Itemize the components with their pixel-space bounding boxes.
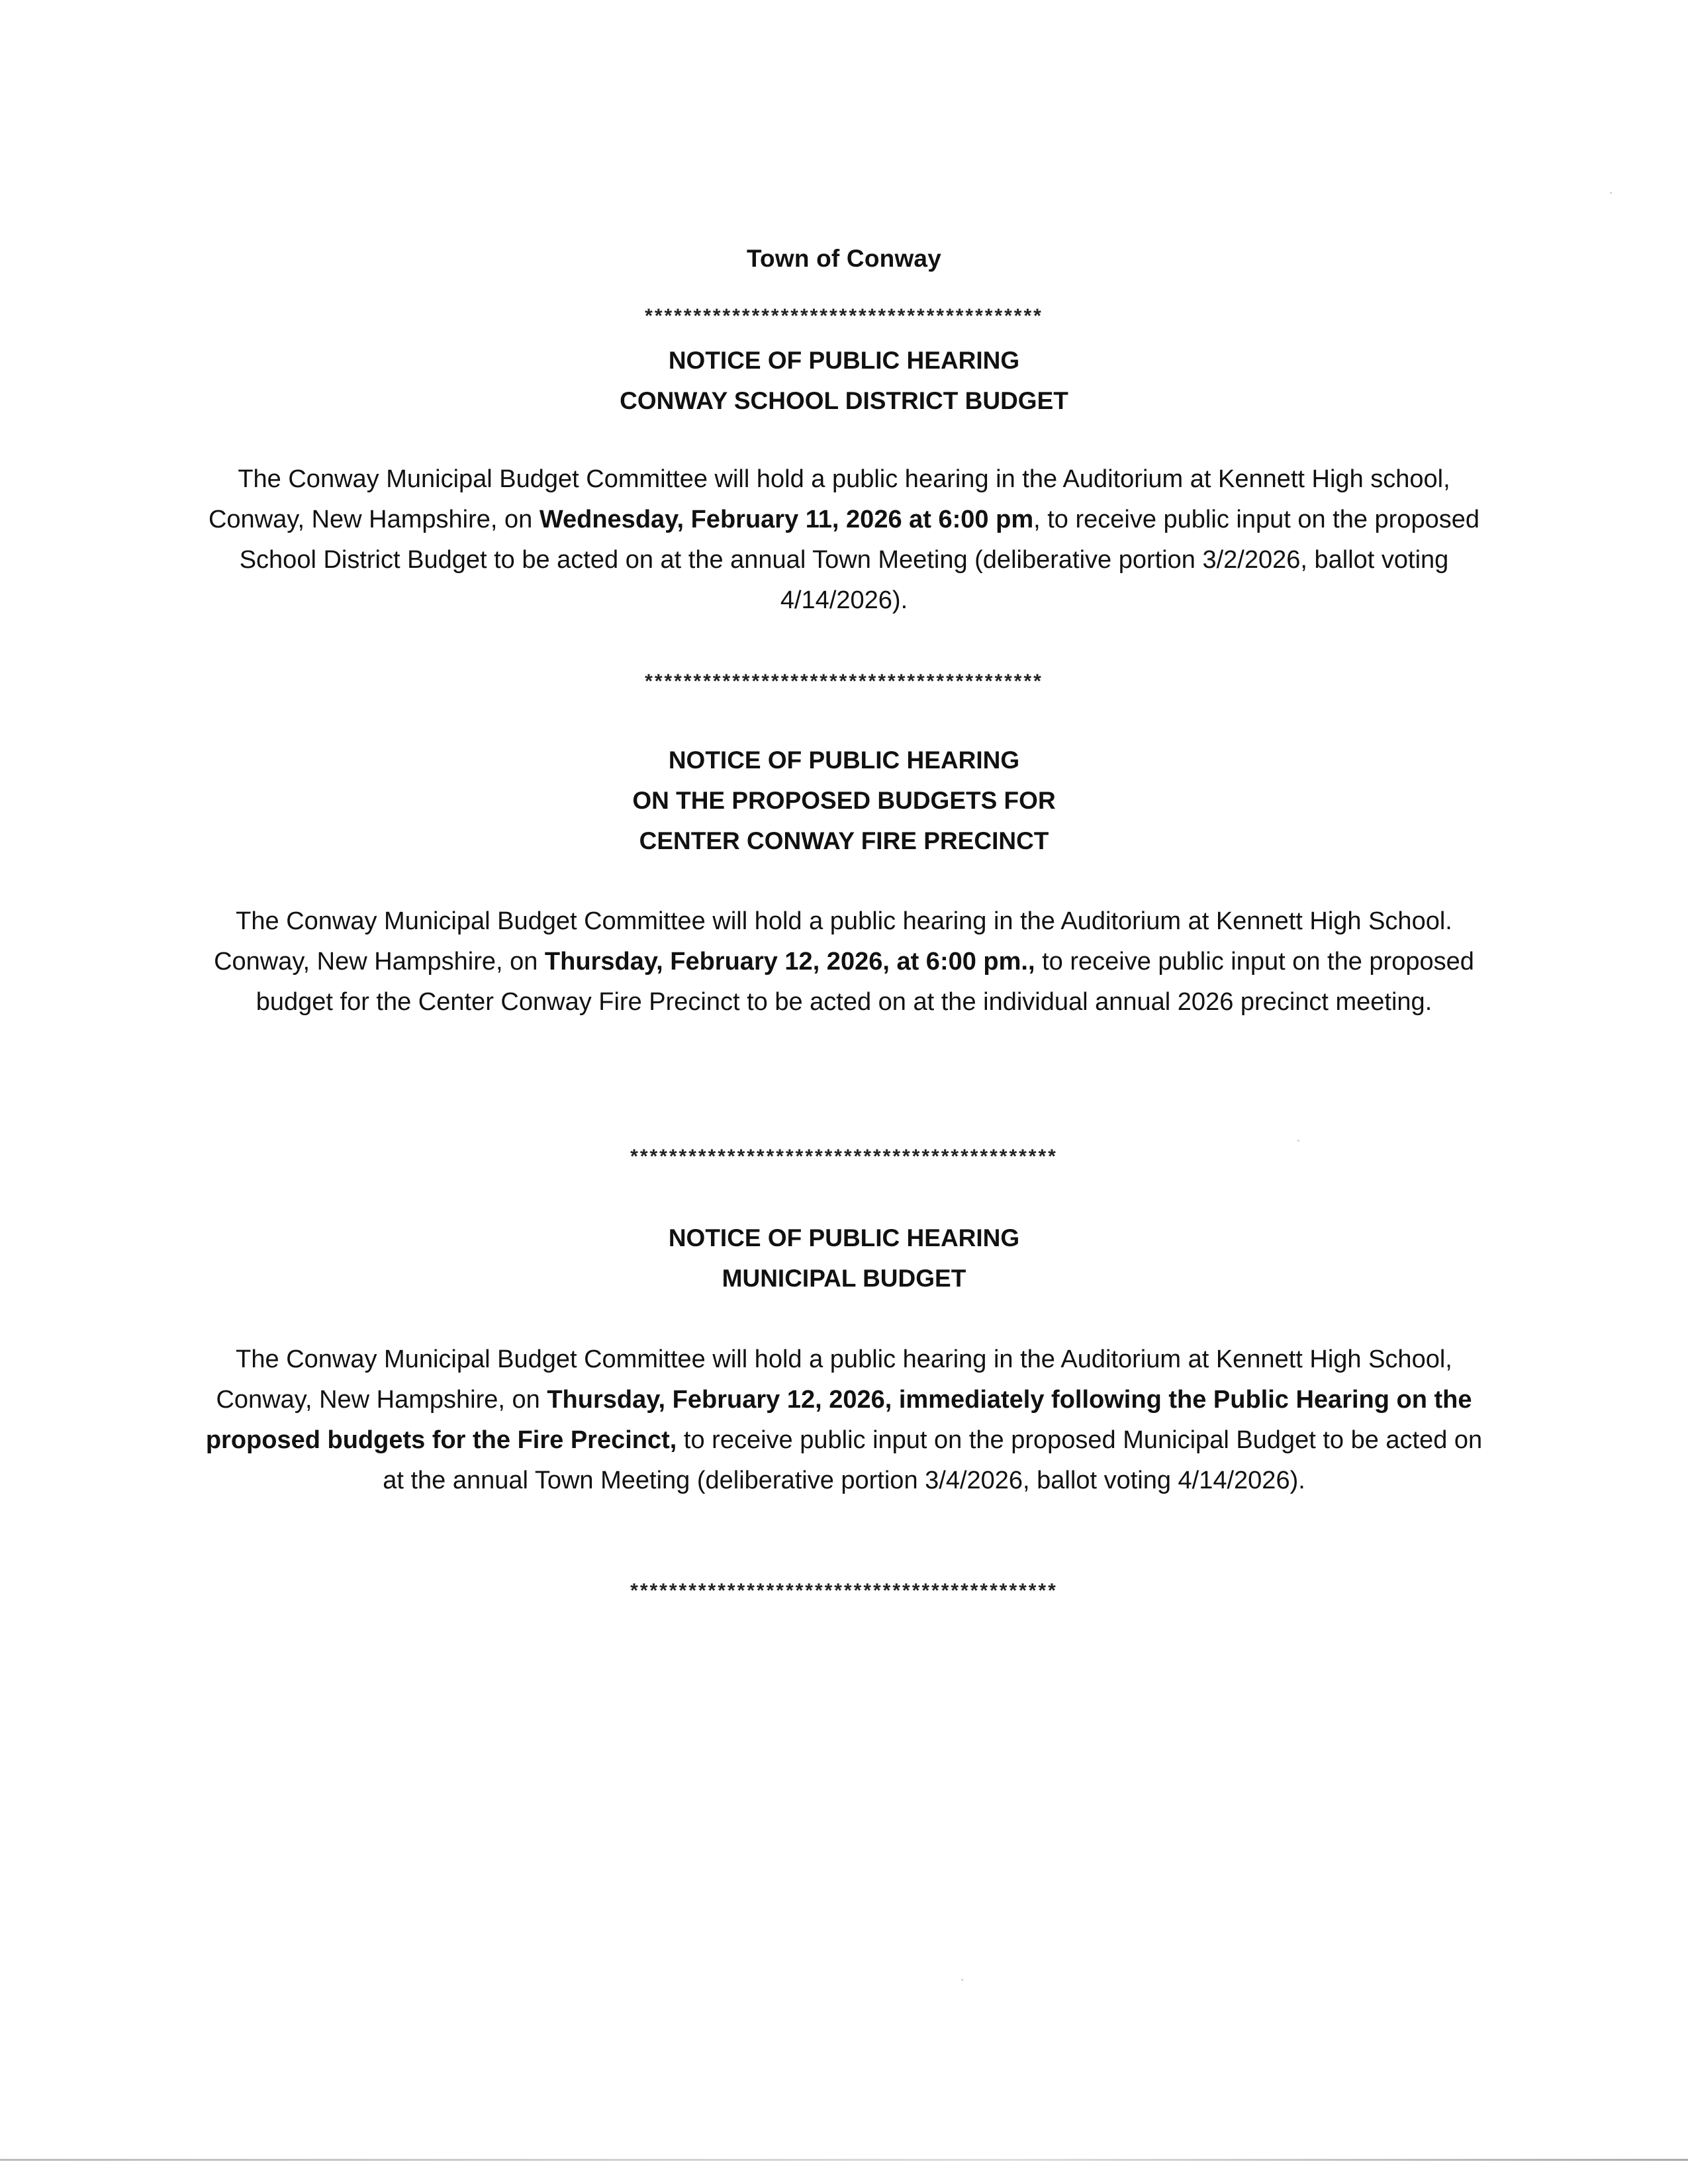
section-1-heading-line-2: CONWAY SCHOOL DISTRICT BUDGET [620, 387, 1068, 414]
section-3-heading-line-1: NOTICE OF PUBLIC HEARING [668, 1224, 1020, 1251]
section-1-body-text: The Conway Municipal Budget Committee will hold a public hearing in the Auditorium at Kennett High school, Conway, New Hampshire, on [208, 465, 1450, 533]
scan-speck [1610, 192, 1612, 194]
section-1-body [199, 459, 1489, 621]
section-3-body [199, 1340, 1489, 1501]
divider-2: ***************************************** [645, 670, 1043, 692]
section-2-body-text-end: to receive public input on the proposed budget for the Center Conway Fire Precinct to be acted on at the individual annual 2026 precinct meeting. [256, 948, 1474, 1016]
section-3-body-text-end: to receive public input on the proposed Municipal Budget to be acted on at the annual Town Meeting (deliberative portion 3/4/2026, ballot voting 4/14/2026). [383, 1426, 1483, 1494]
section-2-heading-line-2: ON THE PROPOSED BUDGETS FOR [632, 787, 1056, 814]
section-2-body-text: The Conway Municipal Budget Committee will hold a public hearing in the Auditorium at Kennett High School. Conway, New Hampshire, on [214, 907, 1452, 976]
section-3-body-date: Thursday, February 12, 2026, immediately following the Public Hearing on the proposed budgets for the Fire Precinct, [205, 1386, 1472, 1454]
section-3-body-text: The Conway Municipal Budget Committee will hold a public hearing in the Auditorium at Kennett High School, Conway, New Hampshire, on [216, 1345, 1452, 1414]
scan-speck [961, 1979, 963, 1981]
section-1-body-text-end: , to receive public input on the proposed School District Budget to be acted on at the annual Town Meeting (deliberative portion 3/2/2026, ballot voting 4/14/2026). [239, 506, 1479, 614]
scan-speck [1297, 1140, 1299, 1142]
section-3-heading-line-2: MUNICIPAL BUDGET [722, 1265, 966, 1292]
section-3-heading [0, 1218, 1688, 1298]
scan-edge-line [0, 2159, 1688, 2161]
section-1-body-date: Wednesday, February 11, 2026 at 6:00 pm [539, 506, 1034, 533]
section-2-body [199, 901, 1489, 1023]
divider-1: ***************************************** [645, 305, 1043, 327]
divider-4: ******************************************** [630, 1580, 1058, 1602]
section-2-heading [0, 740, 1688, 861]
section-1-heading [0, 340, 1688, 421]
section-1-heading-line-1: NOTICE OF PUBLIC HEARING [668, 347, 1020, 374]
document-title: Town of Conway [747, 245, 941, 272]
divider-3: ******************************************** [630, 1146, 1058, 1167]
section-2-heading-line-3: CENTER CONWAY FIRE PRECINCT [639, 827, 1049, 854]
section-2-heading-line-1: NOTICE OF PUBLIC HEARING [668, 747, 1020, 774]
section-2-body-date: Thursday, February 12, 2026, at 6:00 pm., [544, 948, 1035, 976]
